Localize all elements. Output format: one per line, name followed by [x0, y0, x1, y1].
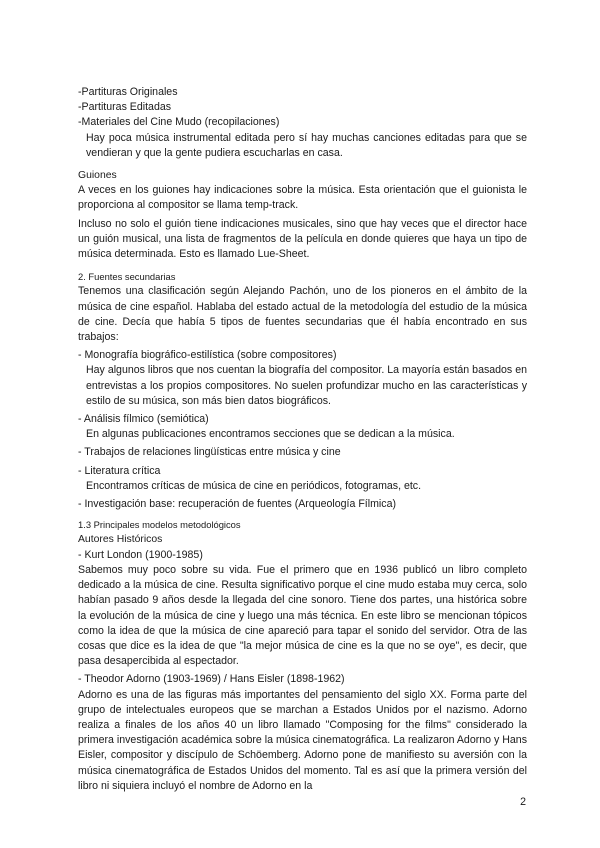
paragraph: Adorno es una de las figuras más importantes del pensamiento del siglo XX. Forma parte del grupo de intelectuales europeos que se marchan a Estados Unidos por el nazismo. Adorno realiza a finales de los años 40 un libro llamado "Composing for the films" considerado la primera investigación académica sobre la música cinematográfica. La realizaron Adorno y Hans Eisler, compositor y discípulo de Schöemberg. Adorno pone de manifiesto su aversión con la música cinematográfica de Estados Unidos del momento. Tal es así que la primera versión del libro ni siquiera incluyó el nombre de Adorno en la	[78, 688, 527, 792]
list-item-desc: Encontramos críticas de música de cine en periódicos, fotogramas, etc.	[86, 479, 422, 492]
section-heading-modelos: 1.3 Principales modelos metodológicos	[78, 519, 241, 531]
paragraph: A veces en los guiones hay indicaciones sobre la música. Esta orientación que el guionista le proporciona al compositor se llama temp-track.	[78, 184, 527, 212]
author-title: - Kurt London (1900-1985)	[78, 548, 203, 561]
document-page	[78, 85, 527, 797]
list-note: Hay poca música instrumental editada pero sí hay muchas canciones editadas para que se vendieran y que la gente pudiera escucharlas en casa.	[86, 131, 527, 159]
list-item: -Materiales del Cine Mudo (recopilaciones)	[78, 116, 280, 129]
page-number: 2	[520, 796, 526, 808]
subheading: Autores Históricos	[78, 534, 163, 546]
list-item-title: - Análisis fílmico (semiótica)	[78, 413, 209, 426]
list-item-desc: En algunas publicaciones encontramos secciones que se dedican a la música.	[86, 428, 455, 441]
list-item-title: - Monografía biográfico-estilística (sobre compositores)	[78, 349, 337, 362]
section-heading-fuentes: 2. Fuentes secundarias	[78, 271, 176, 283]
paragraph: Tenemos una clasificación según Alejando Pachón, uno de los pioneros en el ámbito de la música de cine español. Hablaba del estado actual de la metodología del estudio de la música de cine. Decía que había 5 tipos de fuentes secundarias que él había encontrado en sus trabajos:	[78, 285, 527, 344]
paragraph: Sabemos muy poco sobre su vida. Fue el primero que en 1936 publicó un libro completo dedicado a la música de cine. Resulta significativo porque el cine mudo estaba muy cerca, solo habían pasado 9 años desde la llegada del cine sonoro. Tiene dos partes, una histórica sobre la evolución de la música de cine y luego una más técnica. En este libro se mencionan tópicos como la idea de que la música de cine apareció para tapar el sonido del servidor. Otra de las cosas que dice es la idea de que "la mejor música de cine es la que no se oye", es decir, que pasa desapercibida al espectador.	[78, 563, 527, 668]
section-heading-guiones: Guiones	[78, 170, 117, 182]
paragraph: Incluso no solo el guión tiene indicaciones musicales, sino que hay veces que el director hace un guión musical, una lista de fragmentos de la película en donde quieres que haya un tipo de música determinada. Esto es llamado Lue-Sheet.	[78, 217, 527, 261]
list-item: -Partituras Originales	[78, 86, 178, 98]
list-item-title: - Trabajos de relaciones lingüísticas entre música y cine	[78, 446, 341, 459]
list-item: -Partituras Editadas	[78, 101, 172, 114]
author-title: - Theodor Adorno (1903-1969) / Hans Eisler (1898-1962)	[78, 673, 345, 686]
list-item-title: - Literatura crítica	[78, 464, 161, 477]
list-item-desc: Hay algunos libros que nos cuentan la biografía del compositor. La mayoría están basados en entrevistas a los propios compositores. No suelen profundizar mucho en las características y estilo de su música, son más bien datos biográficos.	[86, 364, 527, 407]
list-item-title: - Investigación base: recuperación de fuentes (Arqueología Fílmica)	[78, 498, 396, 511]
